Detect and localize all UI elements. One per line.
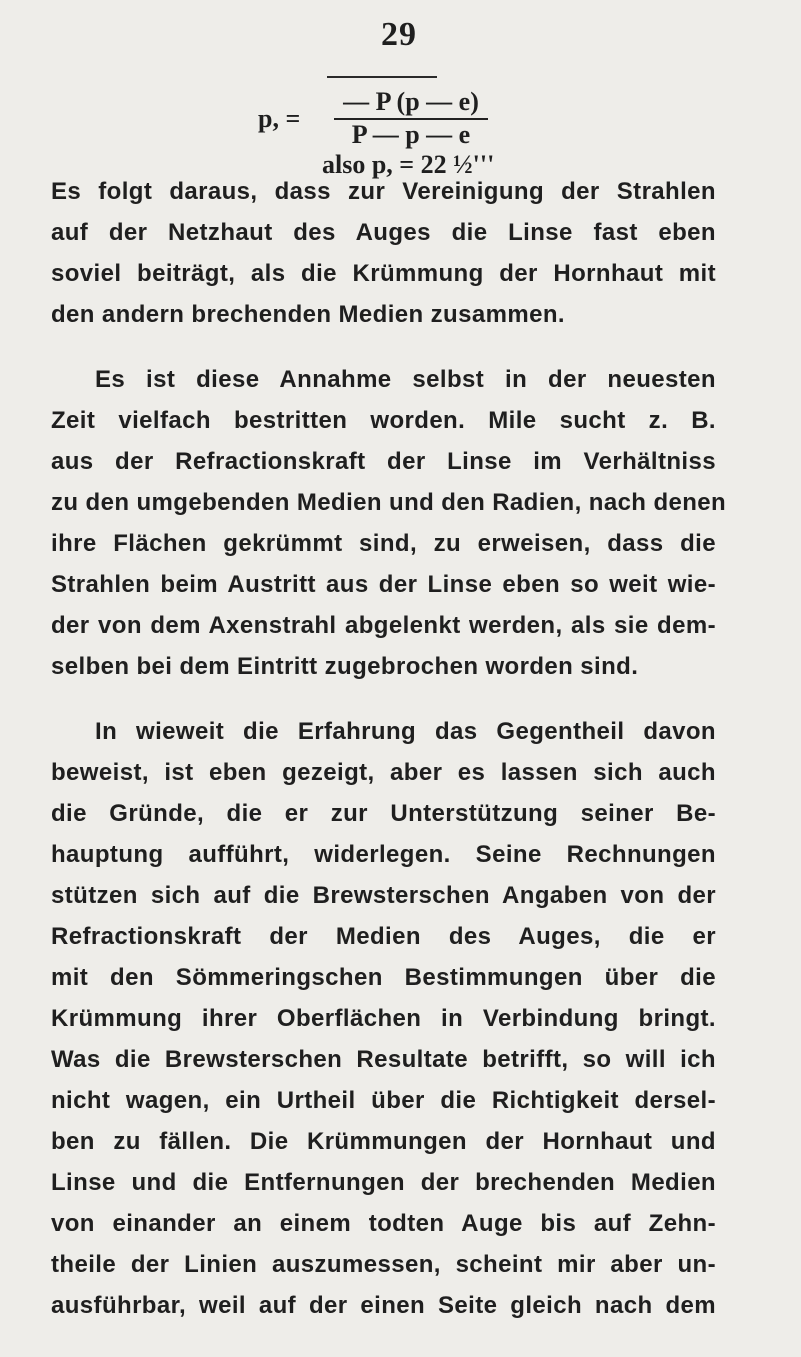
text-line: auf der Netzhaut des Auges die Linse fast eben — [51, 219, 716, 246]
page-number: 29 — [381, 16, 417, 53]
formula-lhs: p, = — [258, 104, 301, 133]
formula-fraction — [332, 86, 490, 150]
text-line: beweist, ist eben gezeigt, aber es lassen sich auch — [51, 759, 716, 786]
text-line: nicht wagen, ein Urtheil über die Richtigkeit dersel- — [51, 1087, 716, 1114]
text-line: ihre Flächen gekrümmt sind, zu erweisen, dass die — [51, 530, 716, 557]
text-line: selben bei dem Eintritt zugebrochen worden sind. — [51, 653, 639, 680]
text-line: ausführbar, weil auf der einen Seite gleich nach dem — [51, 1292, 716, 1319]
text-line: stützen sich auf die Brewsterschen Angaben von der — [51, 882, 716, 909]
text-line: den andern brechenden Medien zusammen. — [51, 301, 565, 328]
text-line: der von dem Axenstrahl abgelenkt werden, als sie dem- — [51, 612, 716, 639]
text-line: die Gründe, die er zur Unterstützung seiner Be- — [51, 800, 716, 827]
header-rule — [327, 76, 437, 78]
text-line: Krümmung ihrer Oberflächen in Verbindung bringt. — [51, 1005, 716, 1032]
text-line: aus der Refractionskraft der Linse im Verhältniss — [51, 448, 716, 475]
text-line: Es ist diese Annahme selbst in der neuesten — [95, 366, 716, 393]
text-line: von einander an einem todten Auge bis auf Zehn- — [51, 1210, 716, 1237]
formula-numerator: — P (p — e) — [343, 87, 479, 116]
text-line: Strahlen beim Austritt aus der Linse eben so weit wie- — [51, 571, 716, 598]
text-line: Zeit vielfach bestritten worden. Mile sucht z. B. — [51, 407, 716, 434]
text-line: Es folgt daraus, dass zur Vereinigung der Strahlen — [51, 178, 716, 205]
text-line: In wieweit die Erfahrung das Gegentheil davon — [95, 718, 716, 745]
formula-result: also p, = 22 ½''' — [322, 150, 495, 179]
text-line: Refractionskraft der Medien des Auges, die er — [51, 923, 716, 950]
text-line: theile der Linien auszumessen, scheint mir aber un- — [51, 1251, 716, 1278]
text-line: ben zu fällen. Die Krümmungen der Hornhaut und — [51, 1128, 716, 1155]
formula-denominator: P — p — e — [351, 120, 471, 149]
text-line: zu den umgebenden Medien und den Radien, nach denen — [51, 489, 727, 516]
text-line: soviel beiträgt, als die Krümmung der Hornhaut mit — [51, 260, 716, 287]
text-line: Linse und die Entfernungen der brechenden Medien — [51, 1169, 716, 1196]
text-line: Was die Brewsterschen Resultate betrifft, so will ich — [51, 1046, 716, 1073]
text-line: hauptung aufführt, widerlegen. Seine Rechnungen — [51, 841, 716, 868]
text-line: mit den Sömmeringschen Bestimmungen über die — [51, 964, 716, 991]
